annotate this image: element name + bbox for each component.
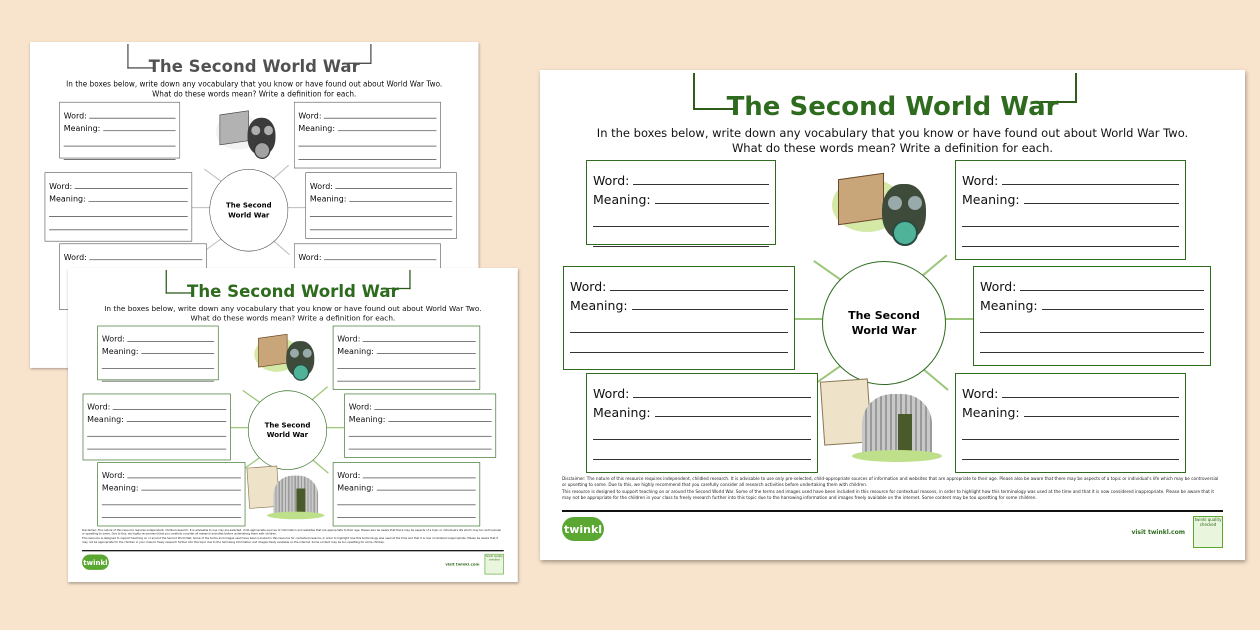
visit-link[interactable]: visit twinkl.com (445, 562, 480, 567)
meaning-label: Meaning: (101, 482, 139, 493)
meaning-label: Meaning: (980, 298, 1038, 313)
vocab-box[interactable] (586, 373, 818, 473)
instructions (30, 79, 478, 99)
worksheet-page (68, 268, 518, 582)
instructions-line-1: In the boxes below, write down any vocabulary that you know or have found out about World War Two. (596, 126, 1189, 140)
worksheet-page (540, 70, 1245, 560)
word-label: Word: (962, 173, 999, 188)
meaning-label: Meaning: (593, 192, 651, 207)
vocab-box[interactable] (97, 462, 245, 526)
vocab-box[interactable] (563, 266, 795, 370)
disclaimer (562, 476, 1223, 500)
instructions-line-2: What do these words mean? Write a definition for each. (152, 89, 357, 99)
center-circle: The Second World War (822, 261, 946, 385)
disclaimer-text-1: Disclaimer: The nature of this resource requires independent, childled research. It is advisable to use only pre-selected, child-appropriate sources of information and websites that are appropriate to their age. Please also be aware that there may be aspects of a topic or individual's life which may be controversial or upsetting to some. Due to this, we highly recommend that you carefully consider all research activities before undertaking them with children. (562, 476, 1219, 487)
meaning-label: Meaning: (63, 123, 101, 134)
vocab-box[interactable] (333, 326, 480, 390)
quality-badge: twinkl quality checked (1193, 516, 1223, 548)
worksheet-title: The Second World War (726, 92, 1059, 122)
word-label: Word: (962, 386, 999, 401)
meaning-label: Meaning: (348, 414, 386, 424)
word-label: Word: (348, 401, 372, 412)
disclaimer-text-2: This resource is designed to support teaching on or around the Second World War. Some of the terms and images used have been included in this resource for contextual reasons, in order to highlight how this terminology was used at the time and that it is now considered inappropriate. Please be aware that it may not be appropriate for the children in your class to freely research further into this topic due to the harrowing information and images freely available on the internet. Some content may be too upsetting for some children. (562, 489, 1215, 500)
twinkl-logo: twinkl (82, 555, 109, 570)
twinkl-logo: twinkl (562, 517, 604, 541)
vocab-box[interactable] (294, 102, 441, 169)
word-label: Word: (49, 180, 73, 191)
vocab-box[interactable] (305, 172, 456, 239)
word-label: Word: (337, 334, 361, 344)
disclaimer (82, 528, 504, 543)
word-label: Word: (101, 470, 126, 481)
meaning-label: Meaning: (298, 123, 336, 134)
vocab-box[interactable] (955, 160, 1186, 260)
worksheet-title: The Second World War (148, 56, 360, 77)
worksheet-preview-colour-small (68, 268, 518, 582)
meaning-label: Meaning: (593, 405, 651, 420)
gas-mask-box-image (253, 332, 324, 387)
center-circle: The Second World War (209, 169, 288, 251)
instructions (68, 304, 518, 323)
meaning-label: Meaning: (962, 192, 1020, 207)
meaning-label: Meaning: (337, 482, 374, 493)
visit-link[interactable]: visit twinkl.com (1131, 529, 1185, 536)
worksheet-title: The Second World War (187, 282, 399, 302)
ration-book-shelter-image (822, 380, 952, 470)
vocab-box[interactable] (955, 373, 1186, 473)
instructions-line-1: In the boxes below, write down any vocabulary that you know or have found out about World War Two. (104, 303, 482, 313)
word-label: Word: (101, 334, 126, 344)
word-label: Word: (570, 279, 607, 294)
instructions-line-2: What do these words mean? Write a definition for each. (190, 313, 396, 323)
disclaimer-text-1: Disclaimer: The nature of this resource requires independent, childled research. It is advisable to use only pre-selected, child-appropriate sources of information and websites that are appropriate to their age. Please also be aware that there may be aspects of a topic or individual's life which may be controversial or upsetting to some. Due to this, we highly recommend that you carefully consider all research activities before undertaking them with children. (82, 528, 501, 535)
vocab-box[interactable] (973, 266, 1211, 366)
worksheet-preview-colour-large (540, 70, 1245, 560)
vocab-box[interactable] (344, 394, 496, 458)
instructions-line-1: In the boxes below, write down any vocabulary that you know or have found out about World War Two. (66, 79, 443, 89)
word-label: Word: (63, 252, 87, 263)
footer-divider (82, 550, 504, 551)
vocab-box[interactable] (97, 326, 218, 380)
vocab-box[interactable] (45, 172, 193, 241)
vocab-box[interactable] (83, 394, 231, 461)
disclaimer-text-2: This resource is designed to support teaching on or around the Second World War. Some of the terms and images used have been included in this resource for contextual reasons, in order to highlight how this terminology was used at the time and that it is now considered inappropriate. Please be aware that it may not be appropriate for the children in your class to freely research further into this topic due to the harrowing information and images freely available on the internet. Some content may be too upsetting for some children. (82, 536, 499, 544)
vocab-box[interactable] (586, 160, 776, 245)
footer-divider (562, 510, 1223, 512)
word-label: Word: (298, 110, 322, 121)
meaning-label: Meaning: (309, 193, 347, 204)
center-circle: The Second World War (248, 390, 327, 469)
meaning-label: Meaning: (337, 346, 374, 356)
word-label: Word: (980, 279, 1017, 294)
meaning-label: Meaning: (570, 298, 628, 313)
instructions (540, 126, 1245, 156)
quality-badge: twinkl quality checked (485, 554, 504, 575)
word-label: Word: (63, 110, 87, 121)
meaning-label: Meaning: (87, 414, 124, 424)
instructions-line-2: What do these words mean? Write a definition for each. (731, 141, 1054, 155)
gas-mask-box-image (830, 170, 942, 256)
meaning-label: Meaning: (49, 193, 86, 204)
gas-mask-box-image (214, 109, 285, 166)
ration-book-shelter-image (248, 467, 331, 525)
word-label: Word: (87, 401, 111, 412)
word-label: Word: (309, 180, 333, 191)
meaning-label: Meaning: (962, 405, 1020, 420)
meaning-label: Meaning: (101, 346, 139, 356)
vocab-box[interactable] (333, 462, 480, 526)
word-label: Word: (337, 470, 361, 481)
word-label: Word: (298, 252, 322, 263)
word-label: Word: (593, 386, 630, 401)
word-label: Word: (593, 173, 630, 188)
vocab-box[interactable] (59, 102, 180, 159)
